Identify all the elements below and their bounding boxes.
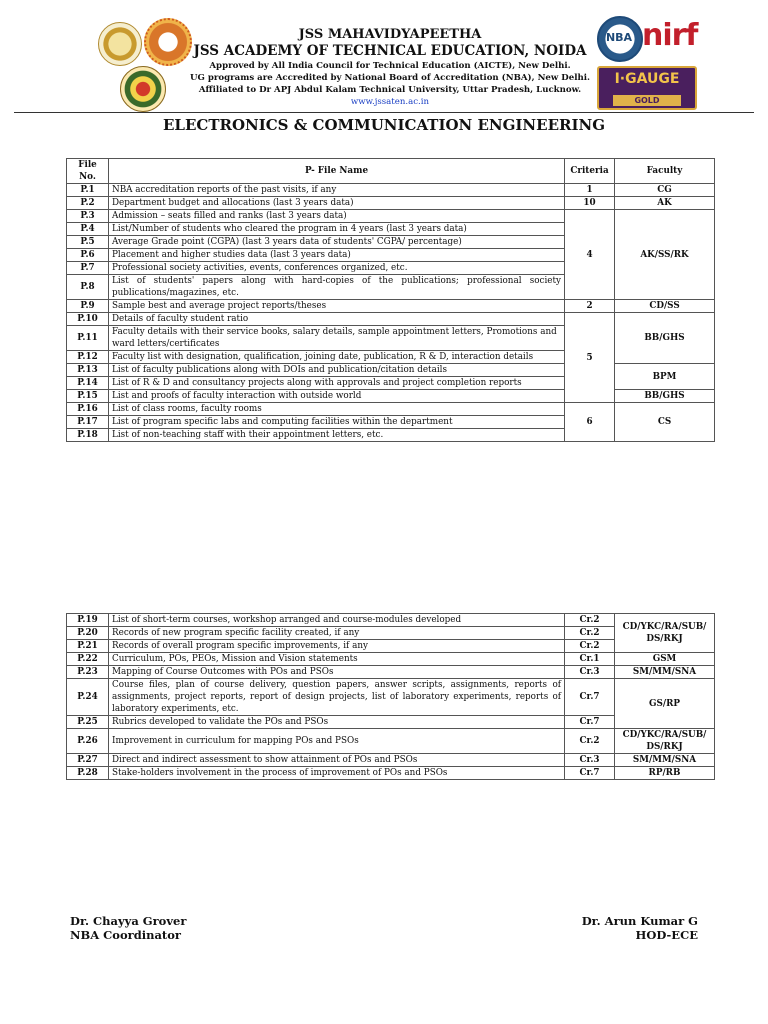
file-name: Placement and higher studies data (last 3 years data) [109, 249, 565, 262]
faculty: GS/RP [615, 679, 715, 729]
file-name: Professional society activities, events, conferences organized, etc. [109, 262, 565, 275]
igauge-text: I·GAUGE [614, 71, 680, 87]
file-no: P.17 [67, 416, 109, 429]
file-name: List of program specific labs and computing facilities within the department [109, 416, 565, 429]
faculty: AK [615, 197, 715, 210]
website-link[interactable]: www.jssaten.ac.in [350, 97, 430, 107]
table-header-row [67, 159, 715, 184]
file-name: Course files, plan of course delivery, question papers, answer scripts, assignments, reports of assignments, project reports, report of design projects, list of laboratory experiments, reports of laboratory experiments, etc. [109, 679, 565, 716]
file-no: P.26 [67, 729, 109, 754]
file-name: Direct and indirect assessment to show attainment of POs and PSOs [109, 754, 565, 767]
file-no: P.6 [67, 249, 109, 262]
file-no: P.28 [67, 767, 109, 780]
table-row [67, 679, 715, 716]
file-no: P.27 [67, 754, 109, 767]
letterhead-text [190, 26, 590, 108]
aktu-emblem-logo [120, 66, 166, 112]
criteria: Cr.2 [565, 640, 615, 653]
faculty: AK/SS/RK [615, 210, 715, 300]
faculty: CD/SS [615, 300, 715, 313]
criteria: Cr.7 [565, 716, 615, 729]
faculty: CS [615, 403, 715, 442]
file-no: P.13 [67, 364, 109, 377]
accreditation-line: UG programs are Accredited by National Board of Accreditation (NBA), New Delhi. [190, 73, 590, 83]
table-row [67, 653, 715, 666]
table-row [67, 666, 715, 679]
file-no: P.1 [67, 184, 109, 197]
faculty: BPM [615, 364, 715, 390]
file-name: Stake-holders involvement in the process of improvement of POs and PSOs [109, 767, 565, 780]
coordinator-name: Dr. Chayya Grover [70, 914, 187, 928]
hod-title: HOD-ECE [635, 928, 698, 942]
file-name: List and proofs of faculty interaction with outside world [109, 390, 565, 403]
file-no: P.15 [67, 390, 109, 403]
department-title: ELECTRONICS & COMMUNICATION ENGINEERING [162, 116, 606, 134]
table-row [67, 403, 715, 416]
file-name: List of class rooms, faculty rooms [109, 403, 565, 416]
faculty: CD/YKC/RA/SUB/ DS/RKJ [615, 729, 715, 754]
criteria: Cr.7 [565, 767, 615, 780]
file-no: P.5 [67, 236, 109, 249]
hod-name: Dr. Arun Kumar G [581, 914, 698, 928]
nba-logo-text: NBA [605, 31, 633, 44]
criteria: 5 [565, 313, 615, 403]
table-row [67, 210, 715, 223]
file-name: Faculty details with their service books, salary details, sample appointment letters, Promotions and ward letters/certificates [109, 326, 565, 351]
file-name: List of R & D and consultancy projects along with approvals and project completion reports [109, 377, 565, 390]
file-name: Mapping of Course Outcomes with POs and PSOs [109, 666, 565, 679]
header-divider [14, 112, 754, 113]
file-no: P.14 [67, 377, 109, 390]
criteria: Cr.2 [565, 627, 615, 640]
file-no: P.22 [67, 653, 109, 666]
file-name: Improvement in curriculum for mapping POs and PSOs [109, 729, 565, 754]
header-faculty: Faculty [615, 159, 715, 184]
table-row [67, 729, 715, 754]
file-name: Department budget and allocations (last 3 years data) [109, 197, 565, 210]
criteria: Cr.3 [565, 754, 615, 767]
file-no: P.10 [67, 313, 109, 326]
aicte-emblem-logo [144, 18, 192, 66]
criteria: 4 [565, 210, 615, 300]
table-row [67, 754, 715, 767]
file-no: P.19 [67, 614, 109, 627]
file-no: P.18 [67, 429, 109, 442]
file-name: List of non-teaching staff with their appointment letters, etc. [109, 429, 565, 442]
faculty: RP/RB [615, 767, 715, 780]
table-row [67, 364, 715, 377]
header-file-name: P- File Name [109, 159, 565, 184]
criteria: 10 [565, 197, 615, 210]
criteria: 1 [565, 184, 615, 197]
file-no: P.2 [67, 197, 109, 210]
faculty: GSM [615, 653, 715, 666]
table-row [67, 300, 715, 313]
criteria: Cr.1 [565, 653, 615, 666]
file-no: P.4 [67, 223, 109, 236]
file-name: NBA accreditation reports of the past visits, if any [109, 184, 565, 197]
table-row [67, 390, 715, 403]
criteria: Cr.3 [565, 666, 615, 679]
faculty: CG [615, 184, 715, 197]
file-name: Curriculum, POs, PEOs, Mission and Vision statements [109, 653, 565, 666]
file-no: P.12 [67, 351, 109, 364]
file-name: List/Number of students who cleared the program in 4 years (last 3 years data) [109, 223, 565, 236]
approval-line: Approved by All India Council for Technical Education (AICTE), New Delhi. [209, 61, 571, 71]
file-no: P.20 [67, 627, 109, 640]
criteria: Cr.2 [565, 614, 615, 627]
file-no: P.21 [67, 640, 109, 653]
header-criteria: Criteria [565, 159, 615, 184]
nirf-logo: nirf [642, 18, 698, 53]
file-no: P.16 [67, 403, 109, 416]
file-name: Records of overall program specific improvements, if any [109, 640, 565, 653]
institute-name: JSS ACADEMY OF TECHNICAL EDUCATION, NOIDA [193, 43, 587, 59]
file-name: Sample best and average project reports/theses [109, 300, 565, 313]
file-no: P.23 [67, 666, 109, 679]
file-name: Faculty list with designation, qualification, joining date, publication, R & D, interaction details [109, 351, 565, 364]
file-name: Details of faculty student ratio [109, 313, 565, 326]
criteria: Cr.7 [565, 679, 615, 716]
table-row [67, 614, 715, 627]
faculty: BB/GHS [615, 390, 715, 403]
jss-emblem-logo [98, 22, 142, 66]
file-table-2 [66, 613, 715, 780]
file-name: List of students' papers along with hard-copies of the publications; professional society publications/magazines, etc. [109, 275, 565, 300]
file-name: Admission – seats filled and ranks (last 3 years data) [109, 210, 565, 223]
faculty: SM/MM/SNA [615, 754, 715, 767]
letterhead [0, 0, 768, 112]
faculty: SM/MM/SNA [615, 666, 715, 679]
table-row [67, 767, 715, 780]
igauge-logo [597, 66, 697, 110]
hod-signature [582, 914, 698, 942]
file-name: Rubrics developed to validate the POs and PSOs [109, 716, 565, 729]
criteria: Cr.2 [565, 729, 615, 754]
file-name: Records of new program specific facility created, if any [109, 627, 565, 640]
file-no: P.7 [67, 262, 109, 275]
file-no: P.24 [67, 679, 109, 716]
org-name: JSS MAHAVIDYAPEETHA [298, 27, 482, 42]
file-table-1 [66, 158, 715, 442]
file-no: P.8 [67, 275, 109, 300]
table-row [67, 184, 715, 197]
table-row [67, 197, 715, 210]
coordinator-title: NBA Coordinator [70, 928, 181, 942]
file-name: List of faculty publications along with DOIs and publication/citation details [109, 364, 565, 377]
file-name: Average Grade point (CGPA) (last 3 years data of students' CGPA/ percentage) [109, 236, 565, 249]
file-name: List of short-term courses, workshop arranged and course-modules developed [109, 614, 565, 627]
coordinator-signature [70, 914, 186, 942]
file-no: P.3 [67, 210, 109, 223]
header-file-no: File No. [67, 159, 109, 184]
faculty: BB/GHS [615, 313, 715, 364]
faculty: CD/YKC/RA/SUB/ DS/RKJ [615, 614, 715, 653]
igauge-gold-badge: GOLD [613, 95, 681, 106]
file-no: P.25 [67, 716, 109, 729]
file-no: P.11 [67, 326, 109, 351]
table-row [67, 313, 715, 326]
criteria: 2 [565, 300, 615, 313]
affiliation-line: Affiliated to Dr APJ Abdul Kalam Technical University, Uttar Pradesh, Lucknow. [198, 85, 582, 95]
criteria: 6 [565, 403, 615, 442]
file-no: P.9 [67, 300, 109, 313]
